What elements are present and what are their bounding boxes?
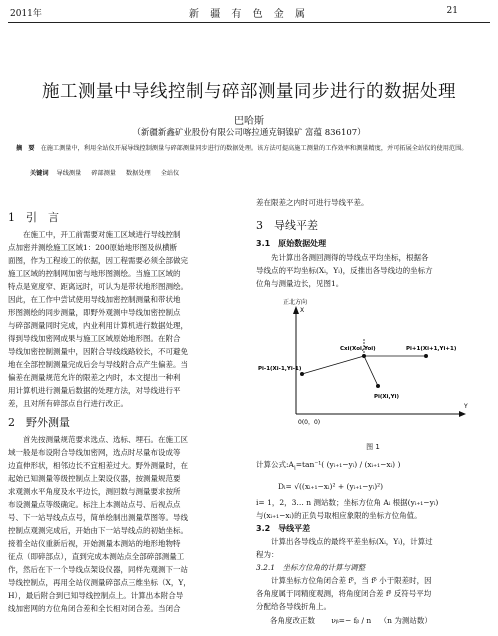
section-2-heading: 2 野外测量: [8, 416, 70, 429]
subsection-3-2-body: [256, 535, 490, 561]
point-i-marker: [376, 384, 380, 388]
text-line: 在施工中，开工前需要对施工区域进行导线控制: [23, 230, 181, 239]
formula-correction-body: νᵦ=− fᵦ / n: [331, 616, 372, 625]
keyword: 全站仪: [160, 170, 180, 177]
text-line: 面图，作为工程竣工的依据，因工程需要必须全部做完: [8, 256, 188, 265]
text-line: 求观测水平角度及水平边长，测回数与测量要求按所: [8, 487, 181, 496]
text-line: 与碎部测量同时完成，内业利用计算机进行数据处理，: [8, 321, 188, 330]
text-line: 与(xᵢ₊₁−xᵢ)的正负号取相应象限的坐标方位角值。: [256, 511, 422, 520]
text-line: 接着全站仪重新后视，开始测量本测站的地形地物特: [8, 539, 181, 548]
north-x-label: X: [300, 307, 305, 314]
keyword: 导线测量: [56, 170, 82, 177]
keyword: 数据处理: [125, 170, 151, 177]
abstract-text: 在施工测量中，利用全站仪开展导线控制测量与碎部测量同步进行的数据处理。该方法可提高施工测量的工作效率和测量精度，并可拓展全站仪的使用范围。: [40, 145, 468, 152]
header-rule: [8, 22, 490, 23]
subsection-3-2-1-heading: 3.2.1 坐标方位角的计算与调整: [256, 563, 366, 572]
section-3-heading: 3 导线平差: [256, 219, 318, 232]
text-line: 布设测量点等级确定。标注上本测站点号、后视点点: [8, 500, 181, 509]
formula-azimuth-body: =tan⁻¹( (yᵢ₊₁−yᵢ) / (xᵢ₊₁−xᵢ) ): [295, 460, 401, 469]
text-line: 导线点的平均坐标(Xᵢ，Yᵢ)，反推出各导线边的坐标方: [256, 266, 433, 275]
formula-correction-note: （n 为测站数）: [379, 616, 432, 625]
text-line: H），最后附合到已知导线控制点上。计算出本附合导: [8, 591, 184, 600]
point-next-label: Pi+1(Xi+1,Yi+1): [406, 346, 457, 352]
text-line: 号、下一站导线点点号，简单绘制出测量草图等。导线: [8, 513, 188, 522]
header-journal: 新 疆 有 色 金 属: [189, 9, 309, 20]
text-line: 差，且对所有碎部点自行进行改正。: [8, 399, 128, 408]
text-line: 计算坐标方位角闭合差 fᵝ，当 fᵝ 小于限差时，因: [271, 576, 432, 585]
text-line: 域一般是布设附合导线加密网，选点时尽量布设成等: [8, 448, 181, 457]
running-header: [0, 0, 498, 22]
text-line: 因此，在工作中尝试使用导线加密控制测量和带状地: [8, 295, 181, 304]
text-line: 偏差在测量规范允许的限差之内时，本文提出一种利: [8, 373, 181, 382]
traverse-line-pi: [364, 356, 378, 386]
figure-1-caption: 图 1: [366, 443, 380, 451]
formula-correction-label: 各角度改正数: [270, 616, 315, 625]
point-prev-marker: [300, 372, 304, 376]
abstract-label: 摘 要: [16, 145, 35, 152]
keywords-label: 关键词: [30, 170, 49, 177]
point-next-marker: [424, 354, 428, 358]
text-line: 地在全部控制测量完成后会与导线附合点产生偏差。当: [8, 360, 188, 369]
author: 巴哈斯: [234, 116, 264, 127]
subsection-3-2-heading: 3.2 导线平差: [256, 524, 311, 533]
header-year: 2011年: [10, 9, 42, 19]
text-line: 计算出各导线点的最终平差坐标(Xᵢ，Yᵢ)，计算过: [271, 537, 433, 546]
header-page-number: 21: [446, 6, 458, 16]
section-2-body: [8, 433, 226, 615]
text-line: 用计算机进行测量后数据的处理方法，对导线进行平: [8, 386, 181, 395]
keywords: [30, 168, 187, 177]
text-line: 形图测绘的同步测量，即野外观测中导线加密控制点: [8, 308, 181, 317]
subsection-3-1-body: [256, 251, 490, 290]
point-current-marker: [362, 354, 366, 358]
text-line: 分配给各导线折角上。: [256, 602, 331, 611]
point-prev-label: Pi-1(Xi-1,Yi-1): [258, 366, 302, 372]
text-line: 导线控制点，再用全站仪测量碎部点三维坐标（X，Y，: [8, 578, 191, 587]
keyword: 碎部测量: [91, 170, 116, 177]
text-line: 导线加密控制测量中，因附合导线线路较长，不可避免: [8, 347, 188, 356]
north-label: 正北方向: [283, 299, 308, 306]
text-line: i= 1，2，3… n 测站数；坐标方位角 Aᵢ 根据(yᵢ₊₁−yᵢ): [256, 498, 439, 507]
subsection-3-1-heading: 3.1 原始数据处理: [256, 239, 327, 248]
text-line: 线加密网的方位角闭合差和全长相对闭合差。当闭合: [8, 604, 181, 613]
text-line: 首先按测量规范要求选点、选标、埋石。在施工区: [23, 435, 188, 444]
formula-azimuth-prefix: 计算公式:A: [256, 460, 294, 469]
text-line: 位角与测量边长，见图1。: [256, 279, 344, 288]
text-line: 边直伸形状，相邻边长不宜相差过大。野外测量时，在: [8, 461, 188, 470]
section-1-heading: 1 引 言: [8, 211, 59, 224]
text-line: 先计算出各测回测得的导线点平均坐标，根据各: [271, 253, 429, 262]
section-1-body: [8, 228, 226, 410]
formula-distance: Dᵢ= √((xᵢ₊₁−xᵢ)² + (yᵢ₊₁−yᵢ)²): [278, 482, 384, 491]
paper-title: 施工测量中导线控制与碎部测量同步进行的数据处理: [42, 82, 456, 102]
affiliation: （新疆新鑫矿业股份有限公司喀拉通克铜镍矿 富蕴 836107）: [132, 128, 366, 138]
text-line: 控制点观测完成后，开始由下一站导线点的初始坐标。: [8, 526, 188, 535]
formula-azimuth: 计算公式$:A_i=\tan^{-1}$( (yᵢ₊₁−yᵢ) / (xᵢ₊₁−xᵢ) ): [256, 460, 401, 472]
text-line: 起始已知测量等级控制点上架设仪器，按测量规范要: [8, 474, 181, 483]
abstract: [16, 144, 488, 154]
north-arrow-icon: [293, 306, 299, 314]
text-line: 特点是宽度窄、距离远时，可认为是带状地形图测绘。: [8, 282, 188, 291]
text-line: 各角度属于同精度观测，将角度闭合差 fᵝ 反符号平均: [256, 589, 432, 598]
point-i-label: Pi(Xi,Yi): [374, 394, 400, 400]
formula-correction: [270, 614, 490, 627]
text-line: 作，然后在下一个导线点架设仪器，同样先观测下一站: [8, 565, 188, 574]
y-arrow-icon: [459, 411, 466, 417]
left-column: [8, 211, 226, 615]
origin-label: 0(0，0): [298, 419, 321, 426]
text-line: 点加密并测绘施工区域1：200原始地形图及纵横断: [8, 243, 178, 252]
point-current-label: Cxi(Xoi,Yoi): [340, 346, 376, 352]
formula-note: [256, 496, 490, 522]
text-line: 得到导线加密网成果与施工区域原始地形图。在附合: [8, 334, 181, 343]
figure-1-diagram: [256, 294, 490, 440]
text-line: 征点（即碎部点），直到完成本测站点全部碎部测量工: [8, 552, 185, 561]
y-axis-label: Y: [464, 403, 468, 410]
subsection-3-2-1-body: [256, 574, 490, 613]
traverse-line-prev: [302, 356, 364, 374]
right-top-line: 差在限差之内时可进行导线平差。: [256, 198, 369, 207]
text-line: 施工区域的控制网加密与地形图测绘。当施工区域的: [8, 269, 181, 278]
text-line: 程为：: [256, 550, 279, 559]
